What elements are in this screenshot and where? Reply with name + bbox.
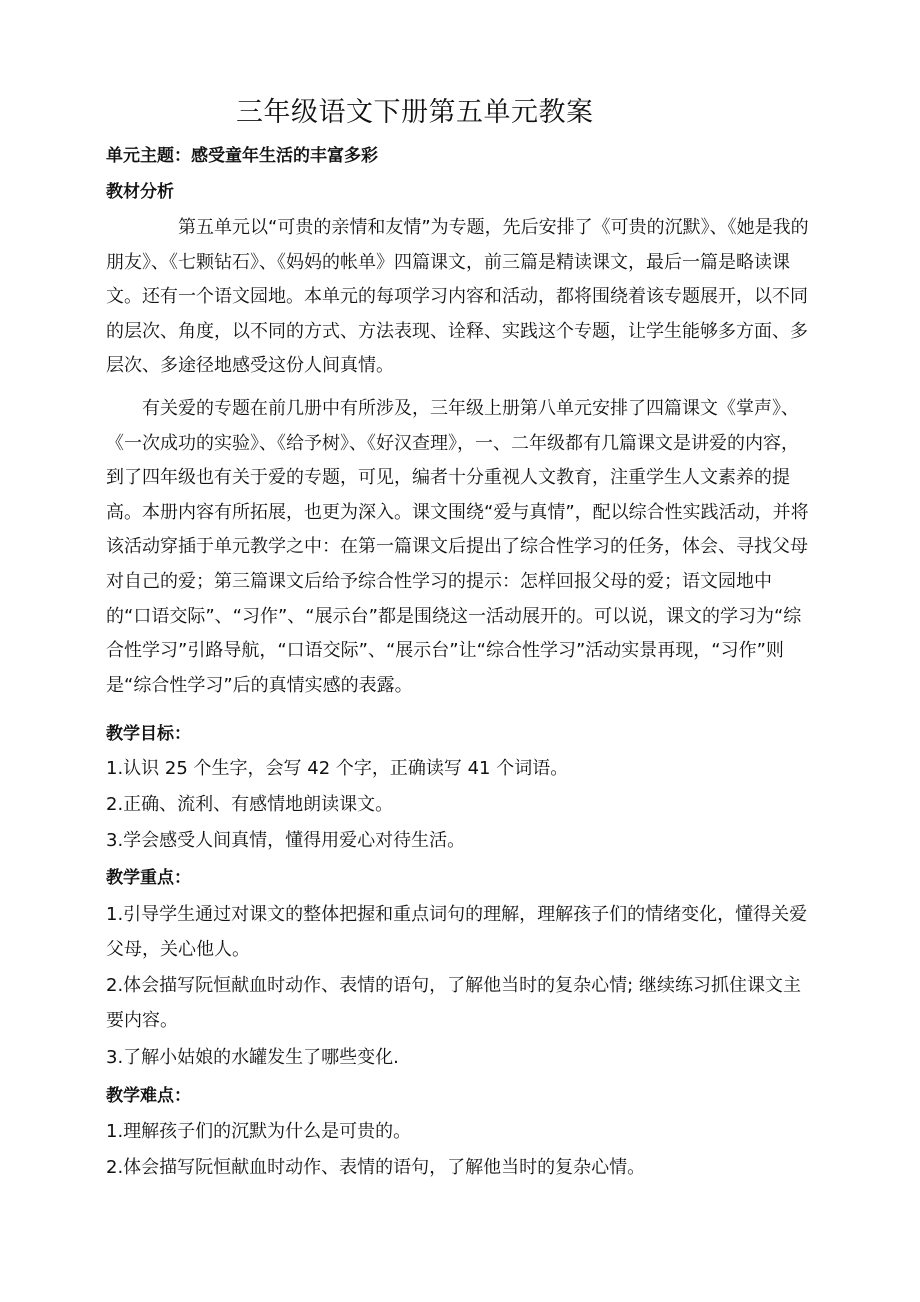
goal-item: 2.正确、流利、有感情地朗读课文。 [106,794,394,815]
analysis-paragraph-1-text: 第五单元以“可贵的亲情和友情”为专题，先后安排了《可贵的沉默》、《她是我的朋友》、《七颗钻石》、《妈妈的帐单》四篇课文，前三篇是精读课文，最后一篇是略读课文。还有一个语文园地。本单元的每项学习内容和活动，都将围绕着该专题展开，以不同的层次、角度，以不同的方式、方法表现、诠释、实践这个专题，让学生能够多方面、多层次、多途径地感受这份人间真情。 [106,217,809,377]
unit-theme-heading: 单元主题：感受童年生活的丰富多彩 [106,146,378,166]
difficulty-heading: 教学难点： [106,1086,191,1106]
analysis-heading: 教材分析 [106,182,174,202]
document-title: 三年级语文下册第五单元教案 [236,97,594,128]
goal-item: 3.学会感受人间真情，懂得用爱心对待生活。 [106,830,466,851]
difficulty-item: 1.理解孩子们的沉默为什么是可贵的。 [106,1121,412,1142]
focus-item [106,897,814,967]
focus-item [106,968,814,1038]
analysis-paragraph-1 [106,211,814,384]
analysis-paragraph-2-text: 有关爱的专题在前几册中有所涉及，三年级上册第八单元安排了四篇课文《掌声》、《一次成功的实验》、《给予树》、《好汉查理》，一、二年级都有几篇课文是讲爱的内容，到了四年级也有关于爱的专题，可见，编者十分重视人文教育，注重学生人文素养的提高。本册内容有所拓展，也更为深入。课文围绕“爱与真情”，配以综合性实践活动，并将该活动穿插于单元教学之中：在第一篇课文后提出了综合性学习的任务，体会、寻找父母对自己的爱；第三篇课文后给予综合性学习的提示：怎样回报父母的爱；语文园地中的“口语交际”、“习作”、“展示台”都是围绕这一活动展开的。可以说，课文的学习为“综合性学习”引路导航，“口语交际”、“展示台”让“综合性学习”活动实景再现，“习作”则是“综合性学习”后的真情实感的表露。 [106,398,809,696]
difficulty-item: 2.体会描写阮恒献血时动作、表情的语句，了解他当时的复杂心情。 [106,1157,646,1178]
analysis-paragraph-2 [106,392,814,703]
focus-item: 3.了解小姑娘的水罐发生了哪些变化. [106,1047,399,1068]
goal-item: 1.认识 25 个生字，会写 42 个字，正确读写 41 个词语。 [106,758,569,779]
focus-item-text: 2.体会描写阮恒献血时动作、表情的语句，了解他当时的复杂心情; 继续练习抓住课文主要内容。 [106,975,801,1031]
focus-heading: 教学重点： [106,868,191,888]
goals-heading: 教学目标： [106,724,191,744]
focus-item-text: 1.引导学生通过对课文的整体把握和重点词句的理解，理解孩子们的情绪变化，懂得关爱父母，关心他人。 [106,904,808,960]
